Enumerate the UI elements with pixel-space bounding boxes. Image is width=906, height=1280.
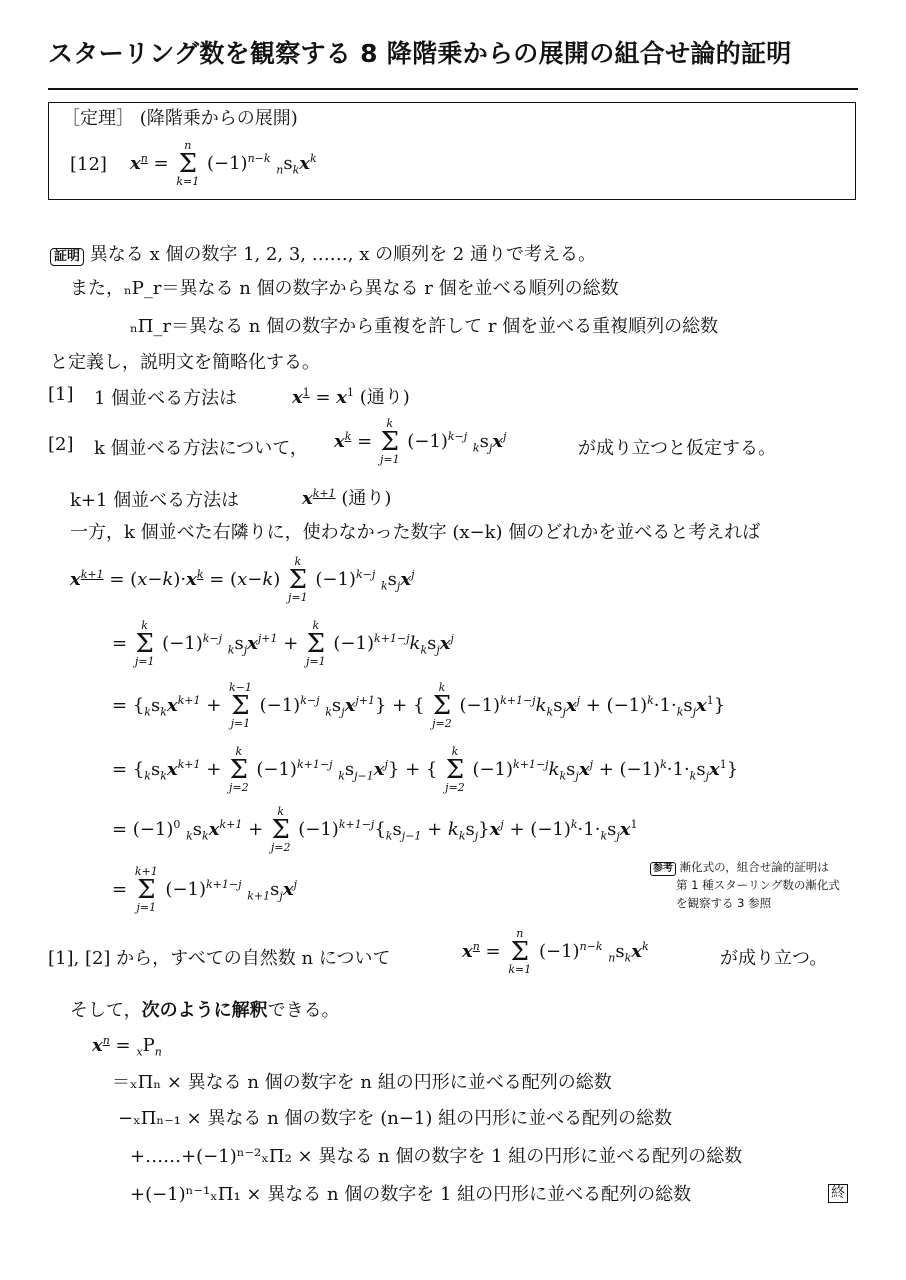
conclusion-tail: が成り立つ。 [720, 948, 828, 969]
conclusion-text: [1], [2] から，すべての自然数 n について [48, 948, 391, 969]
definition-p: また，ₙP_r＝異なる n 個の数字から異なる r 個を並べる順列の総数 [70, 278, 619, 299]
page-title: スターリング数を観察する 8 降階乗からの展開の組合せ論的証明 [48, 39, 792, 68]
reference-tag: 参考 [650, 862, 676, 876]
step2-text: k 個並べる方法について， [94, 438, 308, 459]
proof-intro: 証明 異なる x 個の数字 1, 2, 3, ……, x の順列を 2 通りで考える。 [50, 240, 596, 266]
interpretation-line-1: ＝ₓΠₙ × 異なる n 個の数字を n 組の円形に並べる配列の総数 [112, 1072, 612, 1093]
step2-formula: $x^k$ = k Σ j=1 $(-1)^{k-j}$ $_ks_jx^j$ [334, 417, 507, 466]
end-mark: 終 [828, 1182, 848, 1203]
step1-text: 1 個並べる方法は [94, 388, 238, 409]
interpretation-intro: そして，次のように解釈できる。 [70, 1000, 340, 1021]
derivation-line-6: = k+1 Σ j=1 $(-1)^{k+1-j}$ $_{k+1}s_jx^j$ [112, 865, 297, 914]
interpretation-line-4: +(−1)ⁿ⁻¹ₓΠ₁ × 異なる n 個の数字を 1 組の円形に並べる配列の総数 [130, 1184, 692, 1205]
derivation-line-5: = $(-1)^0$ $_ks_kx^{k+1}$ + k Σ j=2 $(-1)^{k+1-j}\{_ks_{j-1} + k_ks_j\}x^j + (-1)^k\cdot 1\cdot_ks_jx^1$ [112, 805, 638, 854]
step1-label: [1] [48, 384, 74, 405]
other-text: 一方，k 個並べた右隣りに，使わなかった数字 (x−k) 個のどれかを並べると考えれば [70, 522, 761, 543]
reference-note: 参考 漸化式の，組合せ論的証明は [650, 858, 829, 876]
derivation-line-2: = k Σ j=1 $(-1)^{k-j}$ $_ks_jx^{j+1}$ + k Σ j=1 $(-1)^{k+1-j}k_ks_jx^j$ [112, 619, 454, 668]
interpretation-lhs: $x^n = _xP_n$ [92, 1034, 162, 1059]
interpretation-line-3: +……+(−1)ⁿ⁻²ₓΠ₂ × 異なる n 個の数字を 1 組の円形に並べる配列の総数 [130, 1146, 743, 1167]
k1-text: k+1 個並べる方法は [70, 490, 240, 511]
derivation-line-4: = {$_ks_kx^{k+1}$ + k Σ j=2 $(-1)^{k+1-j}$ $_ks_{j-1}x^j$} + { k Σ j=2 $(-1)^{k+1-j}k_ks_jx^j + (-1)^k\cdot 1\cdot_ks_jx^1$} [112, 745, 739, 794]
proof-tag: 証明 [50, 248, 84, 266]
derivation-line-1: $x^{k+1} = (x-k)\cdot x^k = (x-k)$ k Σ j=1 $(-1)^{k-j}$ $_ks_jx^j$ [70, 555, 415, 604]
interpretation-line-2: −ₓΠₙ₋₁ × 異なる n 個の数字を (n−1) 組の円形に並べる配列の総数 [118, 1108, 673, 1129]
theorem-number: [12] [70, 154, 107, 175]
title-divider [48, 88, 858, 90]
step1-formula: $x^1 = x^1$ (通り) [292, 386, 410, 408]
conclusion-formula: $x^n$ = n Σ k=1 $(-1)^{n-k}$ $_ns_kx^k$ [462, 927, 649, 976]
reference-note-line-3: を観察する 3 参照 [676, 896, 772, 910]
reference-note-line-2: 第 1 種スターリング数の漸化式 [676, 878, 840, 892]
theorem-formula: $x^n$ = n Σ k=1 $(-1)^{n-k}$ $_ns_kx^k$ [130, 139, 317, 188]
definition-tail: と定義し，説明文を簡略化する。 [50, 352, 320, 373]
definition-pi: ₙΠ_r＝異なる n 個の数字から重複を許して r 個を並べる重複順列の総数 [130, 316, 719, 337]
step2-label: [2] [48, 434, 74, 455]
theorem-label: ［定理］ (降階乗からの展開) [62, 108, 298, 129]
k1-formula: $x^{k+1}$ (通り) [302, 487, 392, 509]
step2-tail: が成り立つと仮定する。 [578, 438, 776, 459]
derivation-line-3: = {$_ks_kx^{k+1}$ + k−1 Σ j=1 $(-1)^{k-j}$ $_ks_jx^{j+1}$} + { k Σ j=2 $(-1)^{k+1-j}k_ks_jx^j + (-1)^k\cdot 1\cdot_ks_jx^1$} [112, 681, 726, 730]
